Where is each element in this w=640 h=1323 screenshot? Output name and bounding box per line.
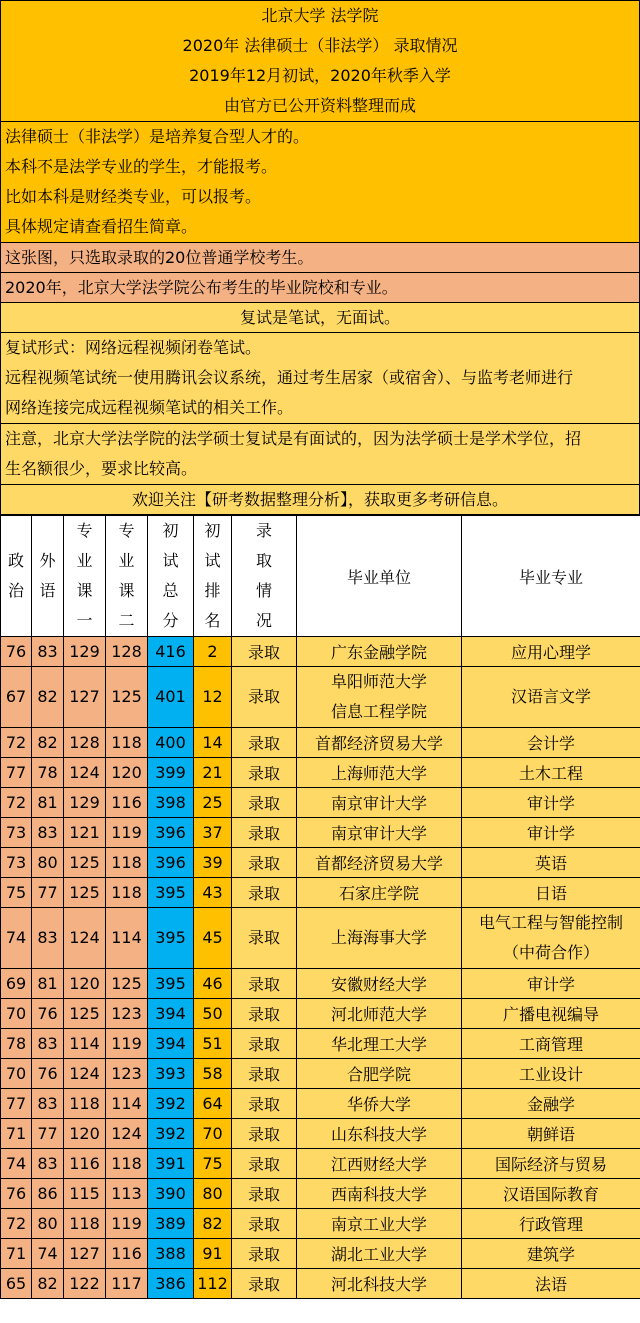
school-cell-line: 首都经济贸易大学 bbox=[314, 734, 443, 753]
major-cell bbox=[462, 878, 640, 908]
major-cell-line: 英语 bbox=[534, 854, 567, 873]
school-cell-line: 河北师范大学 bbox=[330, 1005, 427, 1024]
major1-cell: 129 bbox=[64, 788, 106, 818]
politics-cell: 76 bbox=[1, 637, 32, 667]
school-cell bbox=[297, 758, 462, 788]
major1-cell: 116 bbox=[64, 1149, 106, 1179]
rank-cell: 112 bbox=[194, 1269, 232, 1299]
major1-cell: 121 bbox=[64, 818, 106, 848]
language-cell: 82 bbox=[32, 667, 64, 728]
total-cell: 395 bbox=[148, 969, 194, 999]
school-cell-line: 阜阳师范大学 bbox=[330, 672, 427, 691]
school-cell bbox=[297, 667, 462, 728]
major-cell bbox=[462, 788, 640, 818]
total-cell: 400 bbox=[148, 728, 194, 758]
major-cell bbox=[462, 1119, 640, 1149]
school-cell-line: 首都经济贸易大学 bbox=[314, 854, 443, 873]
major-cell-line: 土木工程 bbox=[518, 764, 583, 783]
attention-line: 注意，北京大学法学院的法学硕士复试是有面试的，因为法学硕士是学术学位，招 bbox=[5, 429, 582, 448]
language-cell: 80 bbox=[32, 1209, 64, 1239]
major-cell bbox=[462, 999, 640, 1029]
major1-cell: 114 bbox=[64, 1029, 106, 1059]
admit-cell: 录取 bbox=[232, 969, 297, 999]
table-row bbox=[1, 1179, 640, 1209]
col-header-admit: 录取情况 bbox=[232, 516, 297, 637]
table-row bbox=[1, 908, 640, 969]
school-cell-line: 南京审计大学 bbox=[330, 824, 427, 843]
total-cell: 389 bbox=[148, 1209, 194, 1239]
language-cell: 76 bbox=[32, 1059, 64, 1089]
major2-cell: 120 bbox=[106, 758, 148, 788]
total-cell: 394 bbox=[148, 999, 194, 1029]
retest-form-line: 远程视频笔试统一使用腾讯会议系统，通过考生居家（或宿舍）、与监考老师进行 bbox=[5, 368, 574, 387]
rank-cell: 45 bbox=[194, 908, 232, 969]
table-row bbox=[1, 999, 640, 1029]
school-cell-line: 西南科技大学 bbox=[330, 1185, 427, 1204]
major2-cell: 119 bbox=[106, 818, 148, 848]
school-cell bbox=[297, 818, 462, 848]
major-cell-line: 广播电视编导 bbox=[502, 1005, 599, 1024]
rank-cell: 70 bbox=[194, 1119, 232, 1149]
politics-cell: 78 bbox=[1, 1029, 32, 1059]
major1-cell: 118 bbox=[64, 1209, 106, 1239]
school-cell bbox=[297, 878, 462, 908]
intro-line: 具体规定请查看招生简章。 bbox=[5, 217, 198, 236]
politics-cell: 69 bbox=[1, 969, 32, 999]
table-row bbox=[1, 1149, 640, 1179]
major-cell bbox=[462, 1269, 640, 1299]
major-cell-line: 电气工程与智能控制 bbox=[478, 913, 623, 932]
major-cell-line: 国际经济与贸易 bbox=[494, 1155, 607, 1174]
admit-cell: 录取 bbox=[232, 999, 297, 1029]
retest-title: 复试是笔试，无面试。 bbox=[0, 303, 640, 333]
follow-banner: 欢迎关注【研考数据整理分析】，获取更多考研信息。 bbox=[0, 485, 640, 515]
total-cell: 388 bbox=[148, 1239, 194, 1269]
major2-cell: 118 bbox=[106, 1149, 148, 1179]
rank-cell: 14 bbox=[194, 728, 232, 758]
total-cell: 393 bbox=[148, 1059, 194, 1089]
major-cell bbox=[462, 969, 640, 999]
rank-cell: 43 bbox=[194, 878, 232, 908]
major2-cell: 114 bbox=[106, 908, 148, 969]
major2-cell: 125 bbox=[106, 667, 148, 728]
attention-line: 生名额很少，要求比较高。 bbox=[5, 459, 198, 478]
rank-cell: 51 bbox=[194, 1029, 232, 1059]
major-cell bbox=[462, 1149, 640, 1179]
rank-cell: 50 bbox=[194, 999, 232, 1029]
politics-cell: 77 bbox=[1, 1089, 32, 1119]
politics-cell: 67 bbox=[1, 667, 32, 728]
table-row bbox=[1, 1029, 640, 1059]
admit-cell: 录取 bbox=[232, 637, 297, 667]
language-cell: 82 bbox=[32, 728, 64, 758]
major2-cell: 117 bbox=[106, 1269, 148, 1299]
title-line-4: 由官方已公开资料整理而成 bbox=[223, 96, 416, 115]
rank-cell: 75 bbox=[194, 1149, 232, 1179]
table-row bbox=[1, 969, 640, 999]
total-cell: 395 bbox=[148, 878, 194, 908]
table-row bbox=[1, 1269, 640, 1299]
school-cell-line: 湖北工业大学 bbox=[330, 1245, 427, 1264]
school-cell bbox=[297, 1089, 462, 1119]
major-cell-line: 工业设计 bbox=[518, 1065, 583, 1084]
major2-cell: 119 bbox=[106, 1209, 148, 1239]
rank-cell: 64 bbox=[194, 1089, 232, 1119]
note-published: 2020年，北京大学法学院公布考生的毕业院校和专业。 bbox=[0, 273, 640, 303]
politics-cell: 71 bbox=[1, 1239, 32, 1269]
admit-cell: 录取 bbox=[232, 1149, 297, 1179]
major-cell-line: 汉语言文学 bbox=[510, 687, 591, 706]
admission-table bbox=[0, 515, 640, 1299]
major-cell-line: 朝鲜语 bbox=[526, 1125, 575, 1144]
title-block bbox=[0, 0, 640, 122]
language-cell: 81 bbox=[32, 788, 64, 818]
school-cell bbox=[297, 999, 462, 1029]
major-cell-line: （中荷合作） bbox=[502, 943, 599, 962]
major2-cell: 118 bbox=[106, 848, 148, 878]
school-cell-line: 南京审计大学 bbox=[330, 794, 427, 813]
major-cell bbox=[462, 1029, 640, 1059]
major1-cell: 125 bbox=[64, 999, 106, 1029]
major-cell bbox=[462, 908, 640, 969]
major-cell bbox=[462, 728, 640, 758]
rank-cell: 82 bbox=[194, 1209, 232, 1239]
politics-cell: 72 bbox=[1, 788, 32, 818]
major2-cell: 123 bbox=[106, 1059, 148, 1089]
language-cell: 83 bbox=[32, 908, 64, 969]
admit-cell: 录取 bbox=[232, 1029, 297, 1059]
school-cell-line: 河北科技大学 bbox=[330, 1275, 427, 1294]
major2-cell: 123 bbox=[106, 999, 148, 1029]
major-cell-line: 应用心理学 bbox=[510, 643, 591, 662]
school-cell-line: 安徽财经大学 bbox=[330, 975, 427, 994]
admit-cell: 录取 bbox=[232, 878, 297, 908]
admit-cell: 录取 bbox=[232, 818, 297, 848]
school-cell-line: 上海海事大学 bbox=[330, 928, 427, 947]
col-header-total: 初试总分 bbox=[148, 516, 194, 637]
total-cell: 392 bbox=[148, 1089, 194, 1119]
politics-cell: 74 bbox=[1, 908, 32, 969]
admit-cell: 录取 bbox=[232, 1059, 297, 1089]
table-row bbox=[1, 1209, 640, 1239]
admit-cell: 录取 bbox=[232, 908, 297, 969]
major2-cell: 119 bbox=[106, 1029, 148, 1059]
language-cell: 77 bbox=[32, 878, 64, 908]
major2-cell: 113 bbox=[106, 1179, 148, 1209]
retest-form-line: 网络连接完成远程视频笔试的相关工作。 bbox=[5, 398, 294, 417]
major1-cell: 127 bbox=[64, 667, 106, 728]
retest-form bbox=[0, 333, 640, 424]
major-cell-line: 工商管理 bbox=[518, 1035, 583, 1054]
school-cell-line: 华侨大学 bbox=[346, 1095, 411, 1114]
table-row bbox=[1, 788, 640, 818]
title-line-2: 2020年 法律硕士（非法学） 录取情况 bbox=[182, 36, 458, 55]
major1-cell: 125 bbox=[64, 848, 106, 878]
major2-cell: 125 bbox=[106, 969, 148, 999]
major-cell-line: 建筑学 bbox=[526, 1245, 575, 1264]
rank-cell: 80 bbox=[194, 1179, 232, 1209]
total-cell: 391 bbox=[148, 1149, 194, 1179]
major1-cell: 127 bbox=[64, 1239, 106, 1269]
language-cell: 82 bbox=[32, 1269, 64, 1299]
major-cell-line: 会计学 bbox=[526, 734, 575, 753]
school-cell bbox=[297, 908, 462, 969]
total-cell: 394 bbox=[148, 1029, 194, 1059]
major2-cell: 114 bbox=[106, 1089, 148, 1119]
table-row bbox=[1, 878, 640, 908]
politics-cell: 73 bbox=[1, 848, 32, 878]
major1-cell: 129 bbox=[64, 637, 106, 667]
school-cell bbox=[297, 1119, 462, 1149]
politics-cell: 75 bbox=[1, 878, 32, 908]
admit-cell: 录取 bbox=[232, 728, 297, 758]
total-cell: 416 bbox=[148, 637, 194, 667]
language-cell: 74 bbox=[32, 1239, 64, 1269]
admit-cell: 录取 bbox=[232, 848, 297, 878]
table-row bbox=[1, 637, 640, 667]
major1-cell: 124 bbox=[64, 758, 106, 788]
col-header-major1: 专业课一 bbox=[64, 516, 106, 637]
col-header-language: 外语 bbox=[32, 516, 64, 637]
school-cell-line: 上海师范大学 bbox=[330, 764, 427, 783]
table-row bbox=[1, 848, 640, 878]
school-cell-line: 石家庄学院 bbox=[338, 884, 419, 903]
school-cell bbox=[297, 1239, 462, 1269]
rank-cell: 2 bbox=[194, 637, 232, 667]
politics-cell: 73 bbox=[1, 818, 32, 848]
admit-cell: 录取 bbox=[232, 1269, 297, 1299]
total-cell: 392 bbox=[148, 1119, 194, 1149]
intro-line: 本科不是法学专业的学生，才能报考。 bbox=[5, 157, 278, 176]
admit-cell: 录取 bbox=[232, 788, 297, 818]
school-cell-line: 信息工程学院 bbox=[330, 702, 427, 721]
school-cell bbox=[297, 969, 462, 999]
admit-cell: 录取 bbox=[232, 1089, 297, 1119]
major1-cell: 124 bbox=[64, 908, 106, 969]
politics-cell: 70 bbox=[1, 999, 32, 1029]
major-cell-line: 日语 bbox=[534, 884, 567, 903]
total-cell: 395 bbox=[148, 908, 194, 969]
school-cell bbox=[297, 1209, 462, 1239]
table-row bbox=[1, 728, 640, 758]
school-cell bbox=[297, 1149, 462, 1179]
admit-cell: 录取 bbox=[232, 667, 297, 728]
col-header-rank: 初试排名 bbox=[194, 516, 232, 637]
rank-cell: 12 bbox=[194, 667, 232, 728]
table-row bbox=[1, 1119, 640, 1149]
language-cell: 78 bbox=[32, 758, 64, 788]
total-cell: 401 bbox=[148, 667, 194, 728]
school-cell-line: 合肥学院 bbox=[346, 1065, 411, 1084]
politics-cell: 76 bbox=[1, 1179, 32, 1209]
language-cell: 83 bbox=[32, 1149, 64, 1179]
school-cell-line: 江西财经大学 bbox=[330, 1155, 427, 1174]
table-row bbox=[1, 1089, 640, 1119]
major-cell bbox=[462, 667, 640, 728]
major1-cell: 122 bbox=[64, 1269, 106, 1299]
language-cell: 76 bbox=[32, 999, 64, 1029]
school-cell bbox=[297, 848, 462, 878]
major-cell bbox=[462, 848, 640, 878]
school-cell-line: 华北理工大学 bbox=[330, 1035, 427, 1054]
major1-cell: 115 bbox=[64, 1179, 106, 1209]
school-cell-line: 山东科技大学 bbox=[330, 1125, 427, 1144]
language-cell: 83 bbox=[32, 637, 64, 667]
major2-cell: 116 bbox=[106, 1239, 148, 1269]
major-cell bbox=[462, 758, 640, 788]
col-header-major2: 专业课二 bbox=[106, 516, 148, 637]
rank-cell: 91 bbox=[194, 1239, 232, 1269]
major-cell bbox=[462, 637, 640, 667]
major2-cell: 124 bbox=[106, 1119, 148, 1149]
school-cell bbox=[297, 728, 462, 758]
major-cell bbox=[462, 1179, 640, 1209]
school-cell bbox=[297, 637, 462, 667]
admit-cell: 录取 bbox=[232, 1239, 297, 1269]
major1-cell: 125 bbox=[64, 878, 106, 908]
language-cell: 80 bbox=[32, 848, 64, 878]
major-cell-line: 行政管理 bbox=[518, 1215, 583, 1234]
major1-cell: 120 bbox=[64, 1119, 106, 1149]
major-cell-line: 法语 bbox=[534, 1275, 567, 1294]
retest-form-line: 复试形式：网络远程视频闭卷笔试。 bbox=[5, 338, 262, 357]
col-header-major: 毕业专业 bbox=[462, 516, 640, 637]
major1-cell: 128 bbox=[64, 728, 106, 758]
major-cell-line: 审计学 bbox=[526, 824, 575, 843]
table-row bbox=[1, 1059, 640, 1089]
school-cell bbox=[297, 1179, 462, 1209]
col-header-politics: 政治 bbox=[1, 516, 32, 637]
school-cell bbox=[297, 1059, 462, 1089]
note-selection: 这张图，只选取录取的20位普通学校考生。 bbox=[0, 243, 640, 273]
major-cell bbox=[462, 1059, 640, 1089]
major2-cell: 118 bbox=[106, 728, 148, 758]
title-line-3: 2019年12月初试，2020年秋季入学 bbox=[189, 66, 451, 85]
major2-cell: 116 bbox=[106, 788, 148, 818]
rank-cell: 21 bbox=[194, 758, 232, 788]
total-cell: 396 bbox=[148, 848, 194, 878]
school-cell bbox=[297, 1029, 462, 1059]
admit-cell: 录取 bbox=[232, 758, 297, 788]
admit-cell: 录取 bbox=[232, 1179, 297, 1209]
politics-cell: 74 bbox=[1, 1149, 32, 1179]
major-cell-line: 金融学 bbox=[526, 1095, 575, 1114]
major-cell-line: 汉语国际教育 bbox=[502, 1185, 599, 1204]
language-cell: 83 bbox=[32, 818, 64, 848]
major1-cell: 124 bbox=[64, 1059, 106, 1089]
total-cell: 399 bbox=[148, 758, 194, 788]
language-cell: 83 bbox=[32, 1089, 64, 1119]
politics-cell: 77 bbox=[1, 758, 32, 788]
major-cell bbox=[462, 1089, 640, 1119]
language-cell: 86 bbox=[32, 1179, 64, 1209]
politics-cell: 72 bbox=[1, 728, 32, 758]
col-header-school: 毕业单位 bbox=[297, 516, 462, 637]
total-cell: 386 bbox=[148, 1269, 194, 1299]
language-cell: 77 bbox=[32, 1119, 64, 1149]
intro-line: 比如本科是财经类专业，可以报考。 bbox=[5, 187, 262, 206]
total-cell: 396 bbox=[148, 818, 194, 848]
rank-cell: 39 bbox=[194, 848, 232, 878]
politics-cell: 70 bbox=[1, 1059, 32, 1089]
politics-cell: 71 bbox=[1, 1119, 32, 1149]
major-cell-line: 审计学 bbox=[526, 975, 575, 994]
rank-cell: 37 bbox=[194, 818, 232, 848]
rank-cell: 58 bbox=[194, 1059, 232, 1089]
table-row bbox=[1, 758, 640, 788]
school-cell bbox=[297, 788, 462, 818]
admit-cell: 录取 bbox=[232, 1209, 297, 1239]
intro-notes bbox=[0, 122, 640, 243]
school-cell-line: 南京工业大学 bbox=[330, 1215, 427, 1234]
table-header-row bbox=[1, 516, 640, 637]
attention-note bbox=[0, 424, 640, 485]
school-cell bbox=[297, 1269, 462, 1299]
major2-cell: 118 bbox=[106, 878, 148, 908]
language-cell: 83 bbox=[32, 1029, 64, 1059]
major1-cell: 118 bbox=[64, 1089, 106, 1119]
language-cell: 81 bbox=[32, 969, 64, 999]
total-cell: 390 bbox=[148, 1179, 194, 1209]
rank-cell: 46 bbox=[194, 969, 232, 999]
table-row bbox=[1, 1239, 640, 1269]
major-cell bbox=[462, 818, 640, 848]
school-cell-line: 广东金融学院 bbox=[330, 643, 427, 662]
table-row bbox=[1, 667, 640, 728]
title-line-1: 北京大学 法学院 bbox=[261, 6, 379, 25]
politics-cell: 65 bbox=[1, 1269, 32, 1299]
intro-line: 法律硕士（非法学）是培养复合型人才的。 bbox=[5, 127, 310, 146]
major-cell-line: 审计学 bbox=[526, 794, 575, 813]
admit-cell: 录取 bbox=[232, 1119, 297, 1149]
major2-cell: 128 bbox=[106, 637, 148, 667]
major1-cell: 120 bbox=[64, 969, 106, 999]
rank-cell: 25 bbox=[194, 788, 232, 818]
major-cell bbox=[462, 1239, 640, 1269]
major-cell bbox=[462, 1209, 640, 1239]
table-row bbox=[1, 818, 640, 848]
total-cell: 398 bbox=[148, 788, 194, 818]
politics-cell: 72 bbox=[1, 1209, 32, 1239]
